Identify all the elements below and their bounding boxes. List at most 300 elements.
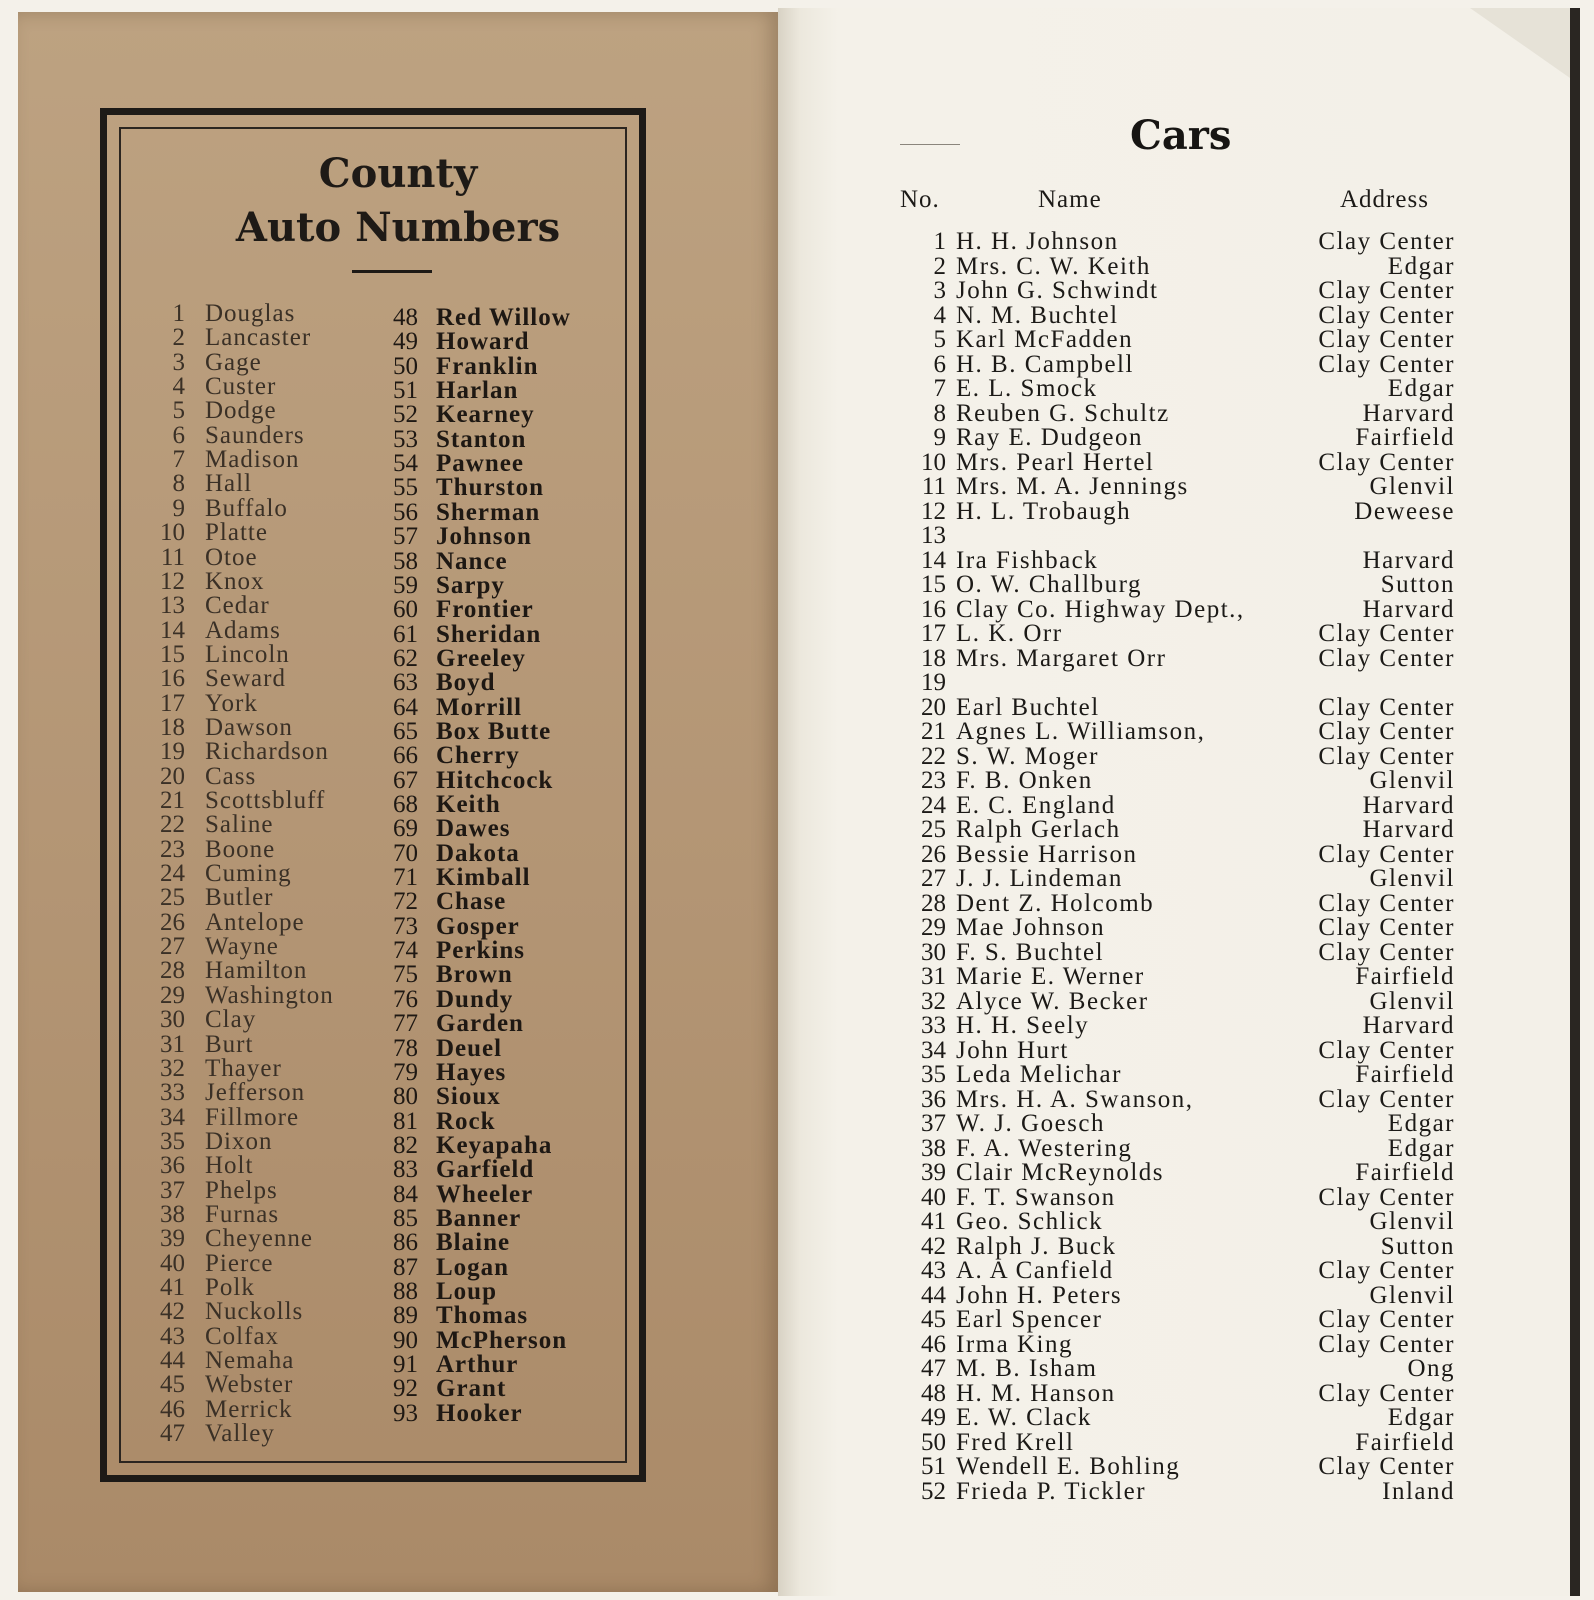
county-row [378,937,525,965]
car-number: 1 [933,228,946,255]
county-name: Keith [436,791,501,818]
car-number: 7 [933,375,946,402]
car-owner-address: Clay Center [1318,914,1455,941]
county-name: Garfield [436,1156,535,1184]
car-row [900,279,1455,303]
car-number: 11 [921,473,946,500]
county-name: Perkins [436,937,525,965]
county-row [378,523,532,551]
county-name: Pierce [205,1249,274,1277]
county-name: Johnson [436,523,532,551]
car-owner-name: Ralph J. Buck [956,1232,1117,1260]
county-number: 17 [160,689,185,717]
car-owner-address: Clay Center [1318,277,1455,304]
car-row [900,1014,1455,1038]
county-row [378,498,541,526]
car-owner-name: E. W. Clack [956,1404,1092,1431]
car-row [900,1259,1455,1283]
county-name: Banner [436,1204,522,1232]
county-number: 88 [393,1278,418,1305]
car-owner-address: Glenvil [1369,1208,1455,1235]
county-number: 23 [160,835,185,863]
county-row [378,766,554,794]
car-row [900,1406,1455,1430]
car-owner-name: John Hurt [956,1036,1069,1064]
county-number: 32 [160,1054,185,1082]
car-number: 16 [921,595,946,623]
county-name: Franklin [436,352,539,380]
county-number: 4 [172,373,185,401]
county-number: 42 [160,1298,185,1326]
county-row [378,742,520,770]
county-name: Madison [205,446,300,474]
county-number: 93 [393,1399,418,1427]
county-name: Hooker [436,1399,523,1427]
county-number: 92 [393,1375,418,1403]
car-number: 29 [921,914,946,941]
county-row [145,933,279,961]
county-row [378,1351,519,1379]
car-row [900,867,1455,891]
car-owner-address: Harvard [1362,595,1455,623]
car-owner-address: Clay Center [1318,644,1455,672]
county-name: Fillmore [205,1103,300,1131]
car-owner-address: Clay Center [1318,1379,1455,1407]
county-name: Furnas [205,1200,280,1228]
county-row [378,1253,510,1281]
county-number: 38 [160,1200,185,1228]
county-number: 34 [160,1103,185,1131]
county-row [145,1152,254,1180]
car-row [900,1308,1455,1332]
county-number: 86 [393,1229,418,1257]
car-owner-address: Sutton [1380,1232,1455,1260]
car-owner-name: Alyce W. Becker [956,987,1149,1015]
car-number: 40 [921,1183,946,1211]
county-row [145,373,277,401]
car-row [900,742,1455,770]
car-row [900,1455,1455,1479]
county-name: Wayne [205,933,279,961]
car-row [900,546,1455,574]
county-row [378,620,542,648]
county-name: Box Butte [436,717,552,745]
county-name: Valley [205,1420,275,1448]
county-title-line1: County [318,150,478,197]
county-row [145,738,329,766]
county-number: 29 [160,981,185,1009]
county-row [378,815,511,843]
county-name: Garden [436,1010,524,1038]
car-row [900,301,1455,329]
county-name: Keyapaha [436,1131,553,1159]
county-number: 57 [393,523,418,551]
car-row [900,1281,1455,1309]
car-number: 14 [921,546,946,574]
car-owner-address: Clay Center [1318,301,1455,329]
county-name: Washington [205,981,334,1009]
county-row [378,985,514,1013]
county-number: 75 [393,961,418,989]
car-row [900,350,1455,378]
car-number: 20 [921,693,946,721]
car-number: 4 [933,301,946,329]
county-number: 16 [160,665,185,693]
car-owner-name: E. C. England [956,791,1116,819]
county-number: 43 [160,1322,185,1350]
car-row [900,987,1455,1015]
county-number: 37 [160,1176,185,1204]
county-name: Buffalo [205,494,288,522]
county-name: Frontier [436,596,534,624]
car-owner-name: L. K. Orr [956,620,1063,647]
car-row [900,1477,1455,1505]
car-owner-name: W. J. Goesch [956,1110,1106,1137]
county-row [145,519,268,547]
car-owner-address: Sutton [1380,571,1455,598]
car-owner-name: Frieda P. Tickler [956,1477,1147,1505]
county-name: Arthur [436,1351,519,1379]
car-owner-name: Marie E. Werner [956,963,1145,990]
county-number: 18 [160,713,185,741]
county-name: Cedar [205,592,270,620]
county-number: 73 [393,912,418,940]
county-number: 21 [160,787,185,814]
car-row [900,622,1455,646]
car-owner-name: O. W. Challburg [956,571,1142,598]
county-name: Rock [436,1107,496,1135]
county-name: York [205,689,258,717]
car-number: 47 [921,1355,946,1382]
county-row [145,1127,273,1155]
county-number: 68 [393,791,418,818]
county-name: Merrick [205,1395,293,1423]
county-name: Red Willow [436,304,571,331]
car-number: 52 [921,1477,946,1505]
car-row [900,524,1455,548]
county-number: 71 [393,864,418,892]
county-name: Dakota [436,839,520,867]
county-name: Wheeler [436,1180,534,1208]
county-row [378,1180,534,1208]
car-owner-name: F. A. Westering [956,1134,1133,1162]
car-owner-address: Edgar [1387,1404,1455,1431]
car-owner-name: H. M. Hanson [956,1379,1116,1407]
cars-title: Cars [1130,112,1232,159]
car-row [900,791,1455,819]
county-name: Antelope [205,908,305,936]
car-number: 32 [921,987,946,1015]
county-number: 13 [160,592,185,620]
county-number: 79 [393,1058,418,1086]
county-name: Nuckolls [205,1298,304,1326]
county-row [378,328,530,356]
county-name: Colfax [205,1322,280,1350]
car-owner-address: Harvard [1362,816,1455,843]
county-row [145,1322,280,1350]
car-number: 12 [921,497,946,525]
county-row [145,1371,294,1399]
county-number: 12 [160,567,185,595]
county-number: 9 [172,494,185,522]
county-number: 25 [160,884,185,912]
county-row [378,1156,535,1184]
folded-corner [1470,8,1570,78]
car-owner-name: H. L. Trobaugh [956,497,1132,525]
county-number: 76 [393,985,418,1013]
car-row [900,475,1455,499]
county-name: Harlan [436,377,519,405]
county-number: 39 [160,1225,185,1253]
car-number: 35 [921,1061,946,1088]
county-row [145,421,305,449]
car-owner-address: Glenvil [1369,767,1455,794]
car-owner-name: John G. Schwindt [956,277,1159,304]
car-row [900,693,1455,721]
car-row [900,818,1455,842]
county-row [145,543,258,571]
county-number: 1 [172,300,185,327]
car-number: 26 [921,840,946,868]
county-number: 35 [160,1127,185,1155]
county-row [378,596,534,624]
county-name: Lincoln [205,640,290,668]
county-number: 44 [160,1347,185,1375]
county-number: 58 [393,547,418,575]
county-row [378,1010,524,1038]
county-row [145,689,258,717]
car-number: 24 [921,791,946,819]
car-row [900,230,1455,254]
county-name: Knox [205,567,265,595]
car-number: 37 [921,1110,946,1137]
county-row [145,397,277,425]
county-number: 61 [393,620,418,648]
county-number: 7 [172,446,185,474]
car-owner-address: Inland [1382,1477,1455,1505]
county-name: Seward [205,665,286,693]
county-row [145,665,286,693]
county-name: Howard [436,328,530,356]
county-row [145,1079,306,1107]
county-name: Phelps [205,1176,278,1204]
county-name: Custer [205,373,277,401]
car-number: 8 [933,399,946,427]
car-owner-name: Ira Fishback [956,546,1099,574]
county-name: Dixon [205,1127,273,1155]
county-name: Otoe [205,543,258,571]
car-owner-name: Wendell E. Bohling [956,1453,1181,1480]
county-number: 11 [160,543,185,571]
car-row [900,1330,1455,1358]
county-row [145,981,334,1009]
car-owner-address: Edgar [1387,1110,1455,1137]
car-owner-name: Karl McFadden [956,326,1134,353]
county-number: 59 [393,571,418,599]
county-number: 2 [172,324,185,352]
county-row [145,567,265,595]
car-number: 48 [921,1379,946,1407]
county-name: Hall [205,470,253,498]
car-owner-name: Earl Buchtel [956,693,1100,721]
car-owner-name: J. J. Lindeman [956,865,1123,892]
county-row [145,1225,313,1253]
county-name: Richardson [205,738,329,766]
county-name: Loup [436,1278,497,1305]
car-owner-name: H. H. Johnson [956,228,1119,255]
car-row [900,426,1455,450]
county-row [145,787,326,814]
car-owner-name: N. M. Buchtel [956,301,1119,329]
county-row [378,864,531,892]
county-name: Dodge [205,397,277,425]
car-number: 25 [921,816,946,843]
county-name: Dundy [436,985,514,1013]
car-owner-address: Clay Center [1318,350,1455,378]
county-number: 10 [160,519,185,547]
county-number: 67 [393,766,418,794]
car-owner-address: Fairfield [1355,1061,1455,1088]
car-number: 38 [921,1134,946,1162]
county-number: 33 [160,1079,185,1107]
county-name: Adams [205,616,281,644]
county-number: 26 [160,908,185,936]
county-name: Kimball [436,864,531,892]
county-name: Douglas [205,300,296,327]
car-number: 15 [921,571,946,598]
county-number: 64 [393,693,418,721]
county-name: McPherson [436,1326,568,1354]
county-name: Thayer [205,1054,282,1082]
car-number: 43 [921,1257,946,1284]
car-number: 51 [921,1453,946,1480]
county-number: 15 [160,640,185,668]
county-name: Thomas [436,1302,529,1330]
car-owner-name: Mrs. Pearl Hertel [956,448,1155,476]
car-owner-name: A. A Canfield [956,1257,1114,1284]
car-number: 34 [921,1036,946,1064]
county-name: Sherman [436,498,541,526]
county-row [378,791,501,818]
county-row [145,884,274,912]
county-row [378,352,539,380]
county-number: 87 [393,1253,418,1281]
car-row [900,448,1455,476]
car-row [900,840,1455,868]
county-name: Pawnee [436,450,524,478]
county-number: 47 [160,1420,185,1448]
car-owner-name: Leda Melichar [956,1061,1122,1088]
car-row [900,1210,1455,1234]
county-number: 27 [160,933,185,961]
car-owner-name: Dent Z. Holcomb [956,889,1155,917]
car-owner-name: Clay Co. Highway Dept., [956,595,1245,623]
car-owner-name: John H. Peters [956,1281,1123,1309]
county-row [145,1006,257,1034]
car-number: 13 [921,522,946,549]
county-name: Burt [205,1030,254,1058]
car-number: 41 [921,1208,946,1235]
county-row [378,1399,523,1427]
car-row [900,328,1455,352]
county-name: Clay [205,1006,257,1034]
county-name: Cuming [205,860,292,888]
car-owner-name: Bessie Harrison [956,840,1138,868]
county-row [378,1058,507,1086]
car-row [900,1183,1455,1211]
car-row [900,1063,1455,1087]
car-owner-address: Harvard [1362,399,1455,427]
county-name: Sioux [436,1083,501,1111]
car-owner-name: S. W. Moger [956,742,1099,770]
county-row [145,640,290,668]
county-row [145,908,305,936]
county-row [378,693,523,721]
car-number: 2 [933,252,946,280]
county-number: 66 [393,742,418,770]
car-owner-name: M. B. Isham [956,1355,1098,1382]
car-owner-address: Clay Center [1318,326,1455,353]
county-number: 45 [160,1371,185,1399]
car-owner-name: Earl Spencer [956,1306,1103,1333]
car-owner-address: Clay Center [1318,718,1455,745]
car-row [900,1428,1455,1456]
car-owner-address: Glenvil [1369,865,1455,892]
car-owner-address: Glenvil [1369,473,1455,500]
county-number: 78 [393,1034,418,1062]
county-row [145,446,300,474]
car-number: 36 [921,1085,946,1113]
car-number: 21 [921,718,946,745]
car-owner-address: Clay Center [1318,1085,1455,1113]
county-number: 31 [160,1030,185,1058]
county-row [378,1229,511,1257]
car-owner-name: F. S. Buchtel [956,938,1105,966]
county-name: Polk [205,1274,255,1301]
county-number: 77 [393,1010,418,1038]
county-name: Cheyenne [205,1225,313,1253]
county-row [145,616,281,644]
county-row [378,1302,529,1330]
car-number: 10 [921,448,946,476]
car-row [900,720,1455,744]
county-name: Lancaster [205,324,312,352]
county-row [378,961,513,989]
county-name: Boone [205,835,276,863]
county-row [145,860,292,888]
county-number: 6 [172,421,185,449]
car-row [900,671,1455,695]
county-number: 54 [393,450,418,478]
car-row [900,1134,1455,1162]
county-name: Saline [205,811,274,839]
county-name: Grant [436,1375,507,1403]
car-number: 44 [921,1281,946,1309]
county-name: Deuel [436,1034,503,1062]
county-row [378,547,508,575]
county-row [145,1420,275,1448]
county-number: 55 [393,474,418,502]
county-row [378,1131,553,1159]
car-owner-name: Reuben G. Schultz [956,399,1170,427]
county-name: Dawson [205,713,293,741]
county-row [145,835,276,863]
county-row [378,401,535,429]
car-owner-name: Ralph Gerlach [956,816,1121,843]
county-row [145,1347,295,1375]
car-row [900,595,1455,623]
car-row [900,1379,1455,1407]
